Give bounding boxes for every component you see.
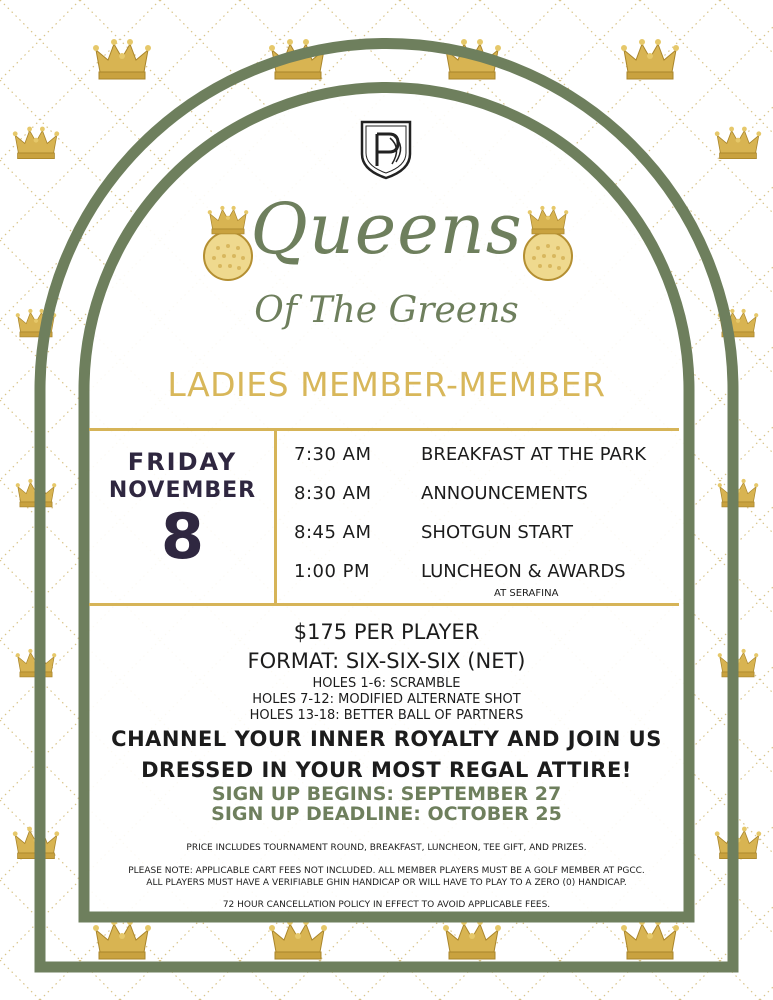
cart-fee-note: PLEASE NOTE: APPLICABLE CART FEES NOT INCLUDED. ALL MEMBER PLAYERS MUST BE A GOLF MEMBER AT PGCC.	[128, 866, 645, 876]
schedule-activity: BREAKFAST AT THE PARK	[421, 444, 647, 465]
price-includes-note: PRICE INCLUDES TOURNAMENT ROUND, BREAKFAST, LUNCHEON, TEE GIFT, AND PRIZES.	[186, 843, 587, 853]
format-text: FORMAT: SIX-SIX-SIX (NET)	[247, 649, 526, 673]
title-of-the-greens: Of The Greens	[254, 290, 519, 331]
cancellation-policy: 72 HOUR CANCELLATION POLICY IN EFFECT TO AVOID APPLICABLE FEES.	[222, 900, 551, 910]
date-number: 8	[160, 500, 205, 573]
royalty-line-1: CHANNEL YOUR INNER ROYALTY AND JOIN US	[111, 727, 662, 751]
date-month: NOVEMBER	[108, 478, 257, 503]
schedule-top-divider	[89, 428, 679, 431]
schedule-time: 7:30 AM	[294, 444, 372, 465]
schedule-activity: ANNOUNCEMENTS	[421, 483, 588, 504]
holes-line: HOLES 1-6: SCRAMBLE	[312, 676, 461, 691]
schedule-activity: SHOTGUN START	[421, 522, 573, 543]
schedule-time: 8:45 AM	[294, 522, 372, 543]
schedule-time: 1:00 PM	[294, 561, 371, 582]
signup-deadline: SIGN UP DEADLINE: OCTOBER 25	[211, 803, 562, 825]
event-title: LADIES MEMBER-MEMBER	[167, 365, 606, 404]
schedule-activity: LUNCHEON & AWARDS	[421, 561, 626, 582]
holes-line: HOLES 13-18: BETTER BALL OF PARTNERS	[249, 708, 524, 723]
price-text: $175 PER PLAYER	[293, 620, 480, 644]
royalty-line-2: DRESSED IN YOUR MOST REGAL ATTIRE!	[141, 758, 632, 782]
date-day: FRIDAY	[127, 448, 238, 476]
pgcc-shield-icon	[362, 122, 410, 178]
handicap-note: ALL PLAYERS MUST HAVE A VERIFIABLE GHIN HANDICAP OR WILL HAVE TO PLAY TO A ZERO (0) HANDICAP.	[146, 878, 627, 888]
schedule-bottom-divider	[89, 603, 679, 606]
title-queens: Queens	[250, 188, 523, 270]
signup-begins: SIGN UP BEGINS: SEPTEMBER 27	[211, 783, 562, 805]
luncheon-location-note: AT SERAFINA	[494, 588, 559, 599]
schedule-vertical-divider	[274, 428, 277, 606]
schedule-time: 8:30 AM	[294, 483, 372, 504]
holes-line: HOLES 7-12: MODIFIED ALTERNATE SHOT	[252, 692, 521, 707]
